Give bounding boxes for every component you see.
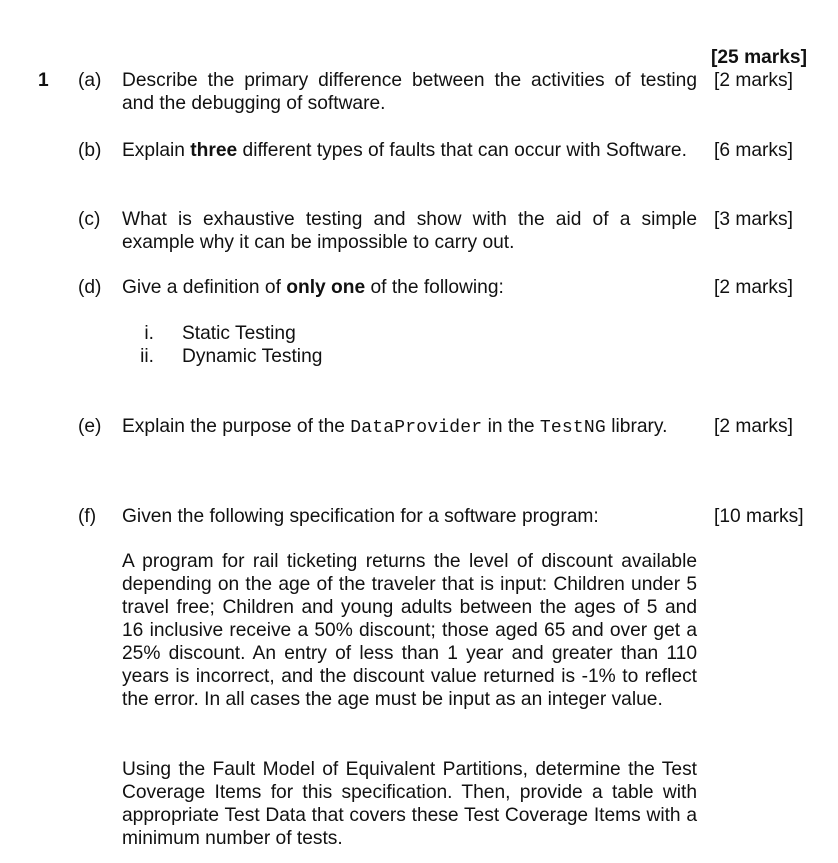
part-b-text-before: Explain: [122, 140, 191, 161]
part-e-text-1: Explain the purpose of the: [122, 416, 351, 437]
part-c-marks: [3 marks]: [714, 209, 793, 230]
part-d-marks: [2 marks]: [714, 277, 793, 298]
part-f-text: Given the following specification for a software program:: [122, 506, 599, 527]
part-d-text-after: of the following:: [365, 277, 504, 298]
part-b-label: (b): [78, 140, 102, 161]
part-e-text-3: library.: [605, 416, 668, 437]
part-d-item-text: Static Testing: [182, 323, 296, 344]
part-b-text: [122, 139, 697, 162]
part-d-label: (d): [78, 277, 102, 298]
part-c-text: What is exhaustive testing and show with the aid of a simple example why it can be impossible to carry out.: [122, 209, 697, 253]
part-d-emphasis: only one: [286, 277, 366, 298]
part-d-item-num: i.: [144, 323, 154, 344]
part-c-label: (c): [78, 209, 101, 230]
part-d-text: [122, 276, 697, 299]
dataprovider-code: DataProvider: [350, 418, 483, 438]
part-f-task: Using the Fault Model of Equivalent Partitions, determine the Test Coverage Items for this specification. Then, provide a table with appropriate Test Data that covers these Test Coverage Items with a minimum number of tests.: [122, 759, 697, 849]
part-b-marks: [6 marks]: [714, 140, 793, 161]
part-d-text-before: Give a definition of: [122, 277, 287, 298]
part-e-marks: [2 marks]: [714, 416, 793, 437]
part-e-text: [122, 415, 697, 440]
part-f-marks: [10 marks]: [714, 506, 804, 527]
question-number: 1: [38, 70, 49, 91]
testng-code: TestNG: [539, 418, 606, 438]
part-b-text-after: different types of faults that can occur with Software.: [237, 140, 687, 161]
part-f-specification: A program for rail ticketing returns the level of discount available depending on the age of the traveler that is input: Children under 5 travel free; Children and young adults between the ages of 5 and 16 inclusive receive a 50% discount; those aged 65 and over get a 25% discount. An entry of less than 1 year and greater than 110 years is incorrect, and the discount value returned is -1% to reflect the error. In all cases the age must be input as an integer value.: [122, 551, 697, 710]
part-e-label: (e): [78, 416, 102, 437]
part-b-emphasis: three: [190, 140, 238, 161]
part-d-item-num: ii.: [140, 346, 154, 367]
part-d-item-text: Dynamic Testing: [182, 346, 323, 367]
part-a-marks: [2 marks]: [714, 70, 793, 91]
part-e-text-2: in the: [482, 416, 540, 437]
part-f-label: (f): [78, 506, 97, 527]
part-a-label: (a): [78, 70, 102, 91]
part-a-text: Describe the primary difference between the activities of testing and the debugging of software.: [122, 70, 697, 114]
total-marks: [25 marks]: [711, 47, 807, 68]
